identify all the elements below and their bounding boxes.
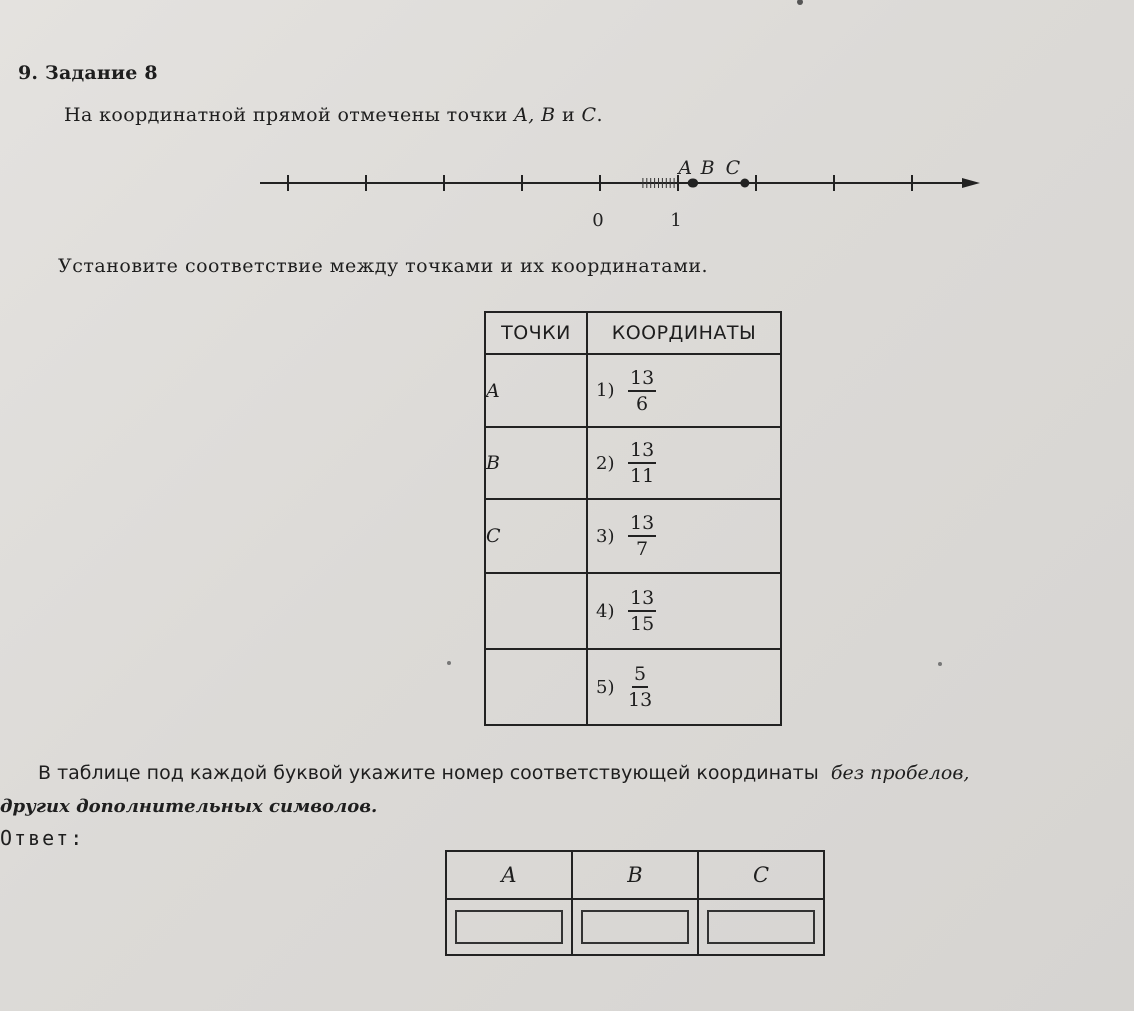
answer-table-header (446, 851, 824, 899)
row-2-numerator: 13 (628, 438, 656, 464)
intro-last-point: C (581, 104, 597, 126)
row-3-number: 3) (596, 525, 615, 547)
row-2-point: B (485, 427, 587, 499)
answer-instruction-main: В таблице под каждой буквой укажите номер соответствующей координаты (38, 762, 819, 784)
answer-col-c: C (698, 851, 824, 899)
answer-table (445, 850, 825, 956)
row-1-fraction (628, 366, 656, 416)
answer-input-b[interactable] (581, 910, 689, 944)
answer-instruction-line2: других дополнительных символов. (0, 796, 378, 817)
paper-speck (797, 0, 803, 5)
row-5-coord (587, 649, 781, 725)
answer-cell-a (446, 899, 572, 955)
intro-points: A, B (514, 104, 556, 126)
point-c-label: C (725, 157, 741, 179)
point-a-label: A (678, 157, 693, 179)
row-3-numerator: 13 (628, 511, 656, 537)
row-1-numerator: 13 (628, 366, 656, 392)
answer-table-inputs (446, 899, 824, 955)
answer-col-a: A (446, 851, 572, 899)
answer-input-c[interactable] (707, 910, 815, 944)
point-b-label: B (700, 157, 715, 179)
row-3-fraction (628, 511, 656, 561)
task-intro (64, 104, 603, 126)
one-label: 1 (670, 210, 682, 231)
row-2-denominator: 11 (630, 465, 655, 487)
point-b-dot (689, 179, 698, 188)
row-1-denominator: 6 (636, 392, 649, 415)
row-3-denominator: 7 (636, 538, 649, 560)
row-1-point: A (485, 354, 587, 427)
header-points: ТОЧКИ (485, 312, 587, 354)
row-5-number: 5) (596, 676, 615, 698)
row-5-denominator: 13 (628, 689, 653, 711)
match-row-1 (485, 354, 781, 427)
number-line-arrow (962, 178, 980, 188)
row-4-fraction (628, 586, 656, 636)
answer-input-a[interactable] (455, 910, 563, 944)
match-row-2 (485, 427, 781, 499)
row-4-numerator: 13 (628, 586, 656, 612)
row-5-point (485, 649, 587, 725)
row-5-fraction (628, 662, 652, 712)
row-2-number: 2) (596, 452, 615, 474)
answer-cell-c (698, 899, 824, 955)
paper-speck (938, 662, 942, 666)
row-3-point: C (485, 499, 587, 573)
row-2-coord (587, 427, 781, 499)
number-line (250, 150, 990, 240)
answer-cell-b (572, 899, 698, 955)
match-row-4 (485, 573, 781, 649)
intro-prefix: На координатной прямой отмечены точки (64, 104, 515, 126)
answer-instruction-italic: без пробелов, (830, 762, 970, 784)
match-table (484, 311, 782, 726)
answer-col-b: B (572, 851, 698, 899)
zero-label: 0 (592, 210, 604, 231)
header-coords: КООРДИНАТЫ (587, 312, 781, 354)
row-2-fraction (628, 438, 656, 488)
match-table-header (485, 312, 781, 354)
row-5-numerator: 5 (632, 662, 648, 688)
row-3-coord (587, 499, 781, 573)
row-4-coord (587, 573, 781, 649)
row-4-point (485, 573, 587, 649)
match-row-3 (485, 499, 781, 573)
task-title: 9. Задание 8 (18, 62, 158, 84)
row-1-coord (587, 354, 781, 427)
intro-suffix: . (596, 104, 603, 126)
point-c-dot (740, 179, 749, 188)
row-1-number: 1) (596, 380, 615, 401)
intro-and: и (555, 104, 582, 126)
answer-instruction (38, 762, 969, 784)
paper-speck (447, 661, 451, 665)
answer-label: Ответ: (0, 826, 85, 850)
row-4-denominator: 15 (630, 613, 655, 635)
instruction: Установите соответствие между точками и их координатами. (58, 255, 709, 277)
row-4-number: 4) (596, 600, 615, 622)
match-row-5 (485, 649, 781, 725)
